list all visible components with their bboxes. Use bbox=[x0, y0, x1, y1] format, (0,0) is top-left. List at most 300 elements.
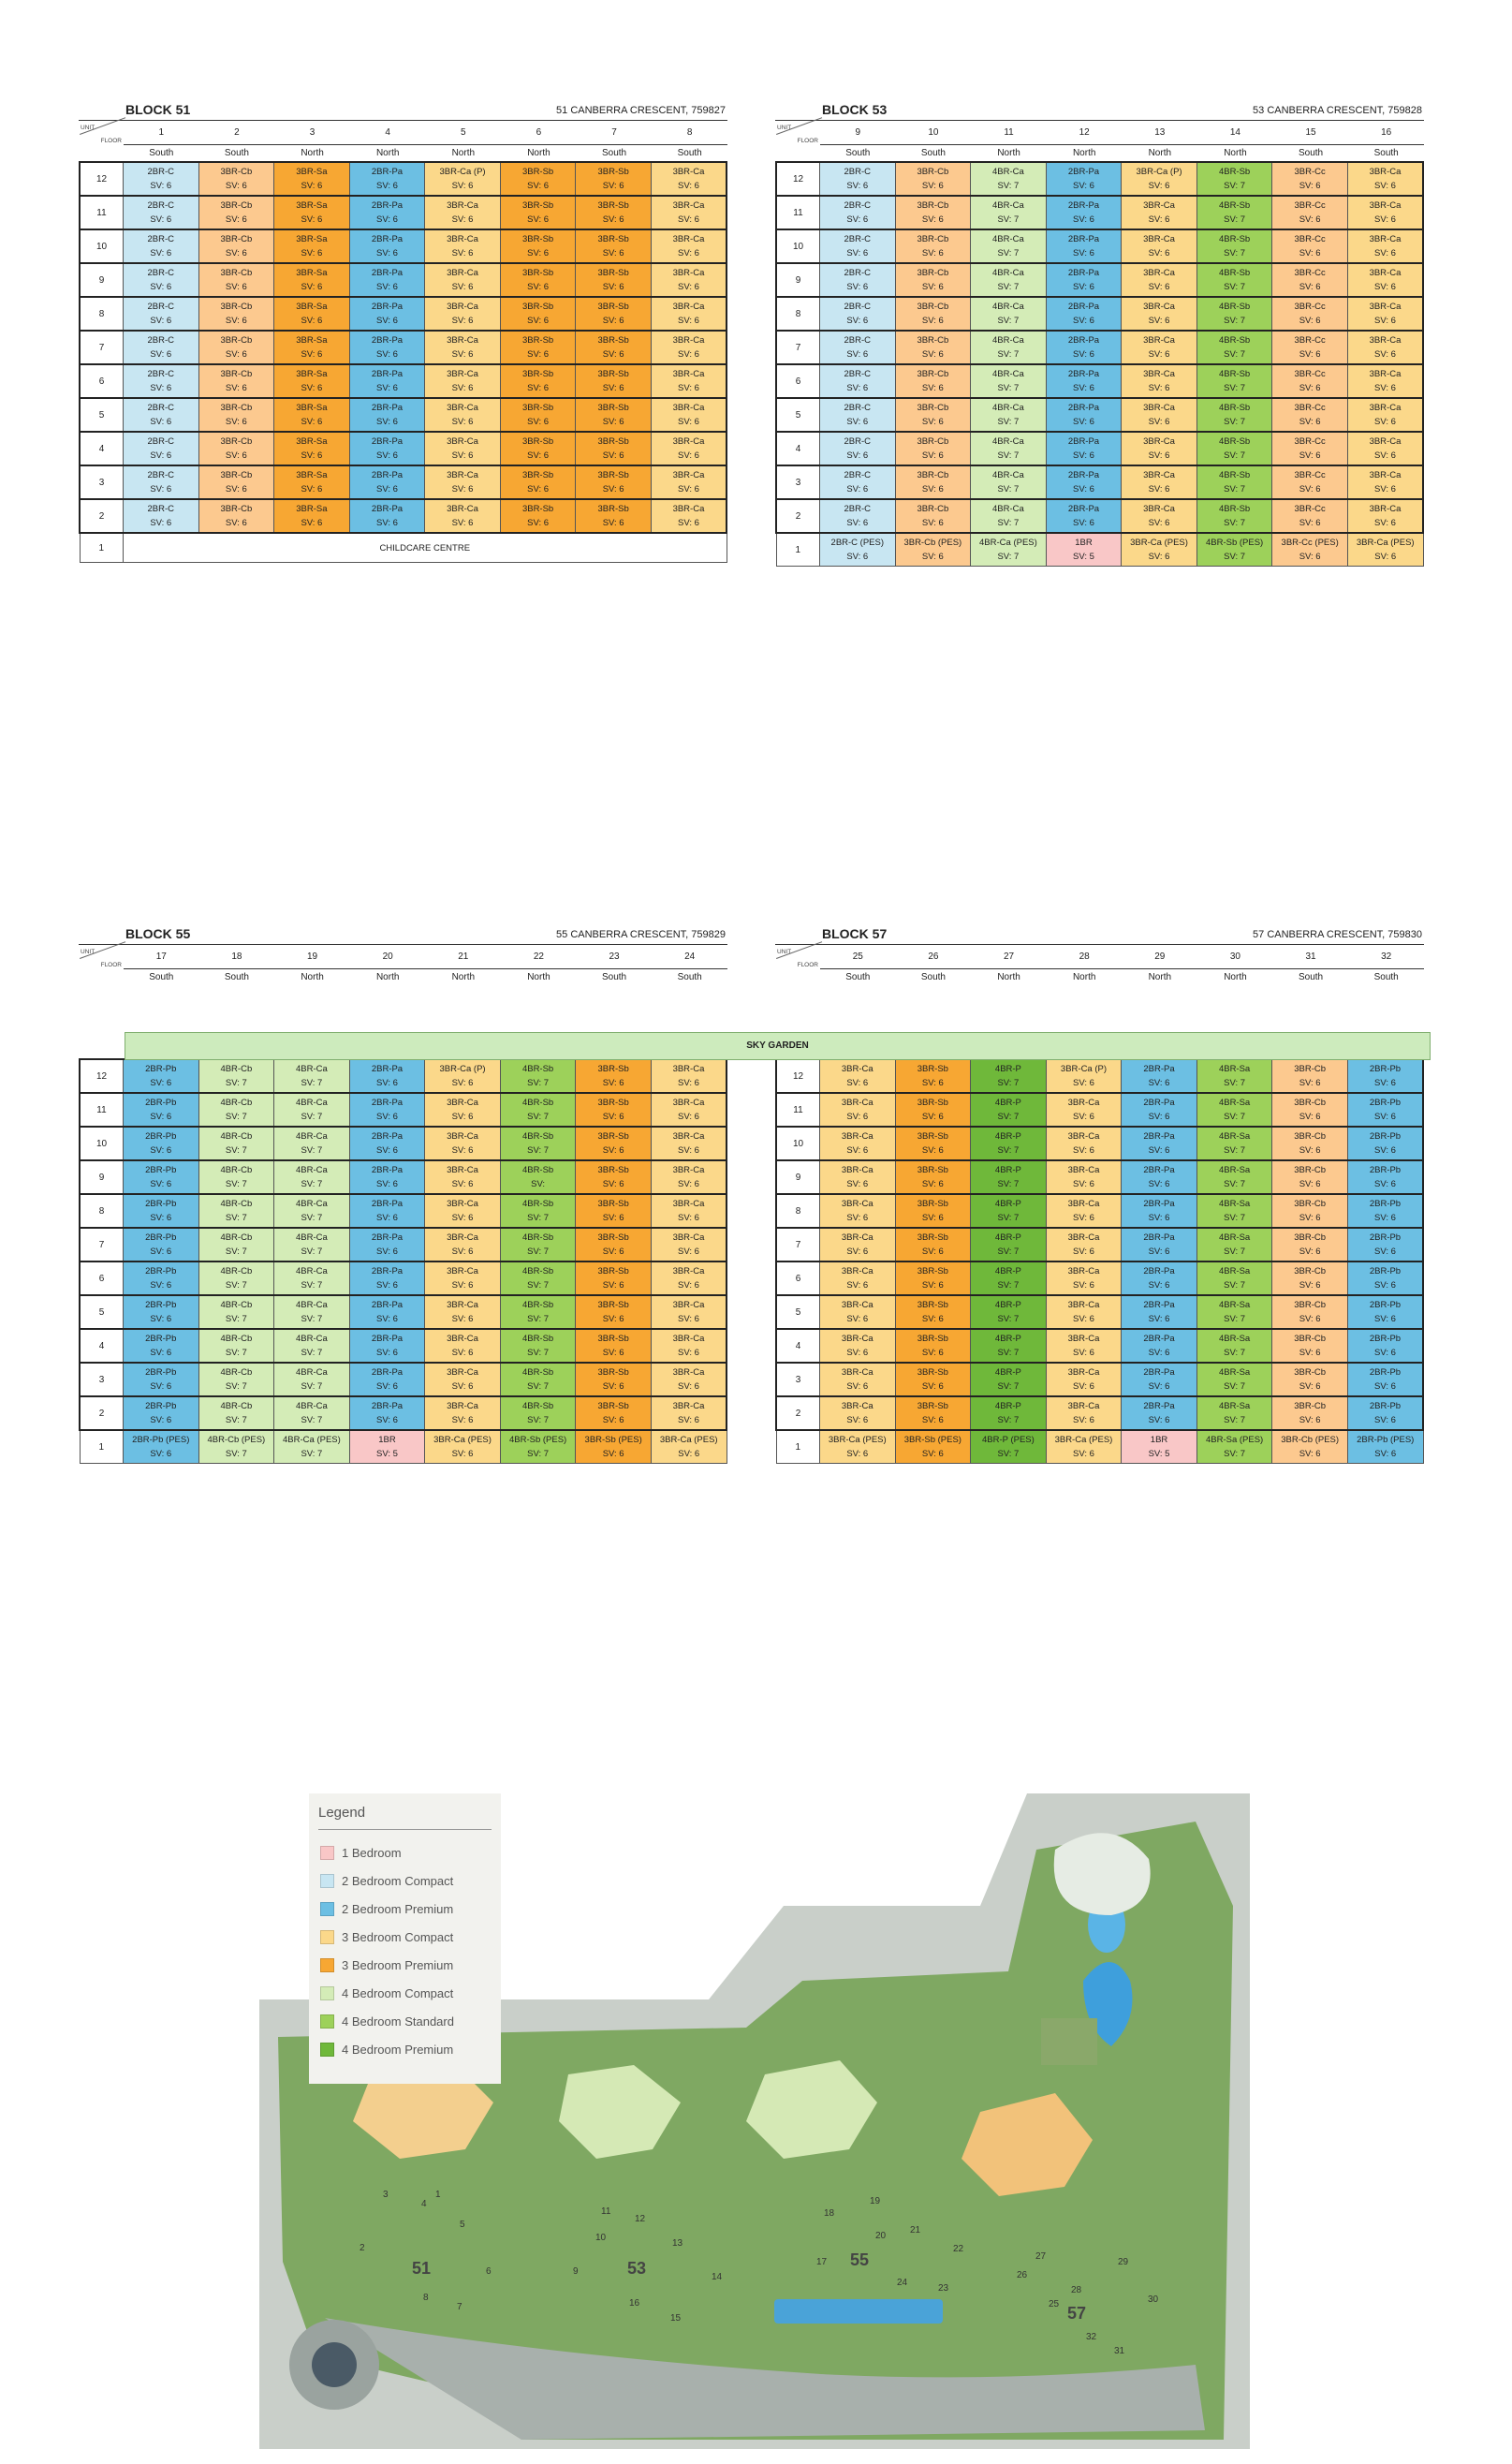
unit-sv: SV: 6 bbox=[921, 1449, 944, 1459]
unit-cell bbox=[274, 1160, 350, 1194]
unit-number: 4 bbox=[385, 127, 390, 138]
floor-row bbox=[80, 229, 727, 263]
unit-sv: SV: 6 bbox=[150, 1078, 172, 1088]
unit-type: 2BR-Pb bbox=[1369, 1064, 1402, 1074]
unit-sv: SV: 7 bbox=[997, 1381, 1020, 1392]
unit-cell bbox=[576, 162, 652, 196]
unit-sv: SV: 6 bbox=[1374, 1247, 1396, 1257]
unit-sv: SV: 5 bbox=[1148, 1449, 1170, 1459]
unit-cell bbox=[500, 1228, 576, 1262]
unit-cell bbox=[1272, 1396, 1348, 1430]
unit-cell bbox=[1196, 1194, 1272, 1228]
unit-type: 2BR-Pb bbox=[1369, 1401, 1402, 1411]
block-55-table bbox=[79, 922, 727, 1459]
unit-type: 2BR-Pa bbox=[371, 1232, 404, 1243]
unit-type: 4BR-Cb (PES) bbox=[207, 1435, 266, 1445]
unit-cell bbox=[971, 297, 1047, 331]
unit-type: 3BR-Sb bbox=[597, 1401, 629, 1411]
unit-type: 3BR-Ca bbox=[841, 1266, 873, 1276]
unit-type: 2BR-C bbox=[147, 470, 175, 480]
unit-cell bbox=[1347, 1093, 1423, 1127]
unit-sv: SV: 7 bbox=[225, 1213, 247, 1223]
unit-cell bbox=[124, 331, 199, 364]
unit-type: 3BR-Cc bbox=[1294, 403, 1326, 413]
unit-sv: SV: 6 bbox=[1299, 248, 1321, 258]
unit-type: 3BR-Sb bbox=[597, 1266, 629, 1276]
unit-sv: SV: 6 bbox=[376, 349, 398, 360]
unit-type: 4BR-Sa bbox=[1218, 1098, 1251, 1108]
unit-type: 1BR bbox=[1150, 1435, 1168, 1445]
unit-type: 3BR-Ca bbox=[1143, 470, 1175, 480]
unit-sv: SV: 7 bbox=[301, 1449, 323, 1459]
unit-sv: SV: 7 bbox=[997, 1247, 1020, 1257]
floor-number: 3 bbox=[776, 465, 820, 499]
direction-label: North bbox=[375, 148, 400, 158]
legend-item bbox=[320, 1955, 453, 1975]
unit-sv: SV: 6 bbox=[602, 181, 624, 191]
unit-type: 4BR-P bbox=[994, 1131, 1021, 1142]
unit-sv: SV: 7 bbox=[1224, 1112, 1246, 1122]
unit-type: 3BR-Cb (PES) bbox=[903, 538, 962, 548]
unit-cell bbox=[820, 1262, 896, 1295]
floor-row bbox=[776, 465, 1423, 499]
unit-cell bbox=[124, 1059, 199, 1093]
unit-sv: SV: 6 bbox=[602, 484, 624, 494]
unit-type: 2BR-C bbox=[147, 167, 175, 177]
unit-sv: SV: 6 bbox=[921, 214, 944, 225]
unit-cell bbox=[1046, 1127, 1122, 1160]
unit-cell bbox=[651, 1295, 727, 1329]
legend-label: 3 Bedroom Compact bbox=[342, 1929, 454, 1944]
unit-cell bbox=[895, 196, 971, 229]
unit-sv: SV: 6 bbox=[678, 1280, 699, 1291]
unit-sv: SV: 6 bbox=[921, 1280, 944, 1291]
unit-type: 2BR-Pb bbox=[1369, 1165, 1402, 1175]
unit-sv: SV: 7 bbox=[225, 1381, 247, 1392]
unit-sv: SV: 6 bbox=[1148, 1348, 1170, 1358]
unit-cell bbox=[651, 1363, 727, 1396]
unit-type: 2BR-Pa bbox=[1067, 167, 1100, 177]
unit-type: 3BR-Ca bbox=[672, 1131, 705, 1142]
unit-cell bbox=[895, 465, 971, 499]
unit-sv: SV: 7 bbox=[301, 1145, 323, 1156]
unit-type: 2BR-Pa bbox=[1143, 1367, 1175, 1378]
floor-row bbox=[776, 1059, 1423, 1093]
unit-cell bbox=[1272, 1194, 1348, 1228]
site-unit-tag: 19 bbox=[870, 2196, 881, 2206]
unit-cell bbox=[576, 196, 652, 229]
unit-sv: SV: 7 bbox=[225, 1145, 247, 1156]
unit-sv: SV: 7 bbox=[997, 316, 1020, 326]
unit-sv: SV: 6 bbox=[1148, 1280, 1170, 1291]
unit-cell bbox=[651, 1430, 727, 1464]
unit-cell bbox=[895, 533, 971, 567]
direction-label: North bbox=[451, 148, 476, 158]
unit-type: 4BR-Cb bbox=[220, 1300, 253, 1310]
unit-cell bbox=[1122, 1228, 1197, 1262]
unit-cell bbox=[1196, 297, 1272, 331]
unit-cell bbox=[500, 229, 576, 263]
direction-label: North bbox=[1148, 972, 1172, 982]
unit-type: 2BR-Pa bbox=[371, 1266, 404, 1276]
unit-cell bbox=[1046, 1160, 1122, 1194]
floor-row bbox=[776, 1262, 1423, 1295]
unit-type: 2BR-C bbox=[147, 268, 175, 278]
unit-cell bbox=[274, 196, 350, 229]
unit-type: 3BR-Ca bbox=[1067, 1334, 1100, 1344]
direction-label: North bbox=[1224, 148, 1247, 158]
unit-sv: SV: 6 bbox=[527, 248, 550, 258]
unit-sv: SV: 6 bbox=[846, 1314, 869, 1324]
floor-row bbox=[776, 1194, 1423, 1228]
direction-row bbox=[124, 145, 727, 161]
unit-sv: SV: 6 bbox=[150, 484, 172, 494]
unit-grid bbox=[79, 1058, 727, 1464]
unit-sv: SV: 6 bbox=[921, 417, 944, 427]
unit-type: 4BR-Ca (PES) bbox=[979, 538, 1037, 548]
unit-type: 4BR-Ca bbox=[296, 1199, 328, 1209]
unit-sv: SV: 7 bbox=[225, 1348, 247, 1358]
unit-type: 3BR-Sb bbox=[597, 470, 629, 480]
unit-sv: SV: 7 bbox=[301, 1381, 323, 1392]
unit-type: 2BR-Pa bbox=[371, 1098, 404, 1108]
unit-cell bbox=[1272, 1363, 1348, 1396]
unit-type: 3BR-Ca bbox=[1143, 302, 1175, 312]
floor-number: 4 bbox=[776, 432, 820, 465]
unit-type: 3BR-Sb bbox=[521, 335, 554, 346]
unit-cell bbox=[1196, 1363, 1272, 1396]
floor-number: 6 bbox=[776, 1262, 820, 1295]
site-unit-tag: 15 bbox=[670, 2313, 682, 2324]
unit-number: 6 bbox=[536, 127, 542, 138]
unit-cell bbox=[1046, 331, 1122, 364]
unit-type: 4BR-Ca bbox=[992, 335, 1024, 346]
unit-sv: SV: 7 bbox=[1224, 1078, 1246, 1088]
unit-type: 3BR-Ca bbox=[1369, 268, 1402, 278]
unit-cell bbox=[425, 1295, 501, 1329]
unit-sv: SV: 6 bbox=[150, 248, 172, 258]
unit-cell bbox=[895, 1194, 971, 1228]
unit-cell bbox=[1347, 1430, 1423, 1464]
direction-label: South bbox=[920, 148, 946, 158]
unit-cell bbox=[124, 196, 199, 229]
unit-sv: SV: 6 bbox=[678, 1348, 699, 1358]
unit-cell bbox=[1196, 1228, 1272, 1262]
unit-cell bbox=[971, 398, 1047, 432]
unit-type: 4BR-Sb bbox=[521, 1199, 554, 1209]
unit-cell bbox=[425, 331, 501, 364]
unit-sv: SV: 6 bbox=[376, 1247, 398, 1257]
unit-type: 2BR-C (PES) bbox=[830, 538, 885, 548]
unit-cell bbox=[1272, 1430, 1348, 1464]
legend-swatch bbox=[320, 2014, 334, 2029]
unit-cell bbox=[1272, 297, 1348, 331]
unit-type: 3BR-Ca bbox=[1067, 1401, 1100, 1411]
unit-cell bbox=[651, 432, 727, 465]
unit-sv: SV: 6 bbox=[846, 1145, 869, 1156]
unit-type: 2BR-Pa bbox=[1143, 1334, 1175, 1344]
unit-cell bbox=[1046, 229, 1122, 263]
unit-sv: SV: 7 bbox=[997, 1449, 1020, 1459]
unit-sv: SV: 6 bbox=[1374, 1381, 1396, 1392]
floor-number: 1 bbox=[80, 1430, 124, 1464]
unit-sv: SV: 6 bbox=[846, 518, 869, 528]
unit-cell bbox=[895, 499, 971, 533]
unit-type: 2BR-Pa bbox=[371, 1131, 404, 1142]
unit-cell bbox=[425, 1430, 501, 1464]
unit-cell bbox=[1196, 1430, 1272, 1464]
unit-type: 4BR-Sb bbox=[521, 1367, 554, 1378]
unit-sv: SV: 6 bbox=[1148, 214, 1170, 225]
unit-type: 2BR-Pb bbox=[145, 1064, 177, 1074]
unit-type: 3BR-Cb bbox=[917, 436, 949, 447]
unit-type: 4BR-P bbox=[994, 1367, 1021, 1378]
unit-cell bbox=[198, 196, 274, 229]
unit-cell bbox=[500, 398, 576, 432]
unit-cell bbox=[124, 1160, 199, 1194]
direction-label: North bbox=[301, 972, 324, 982]
unit-type: 3BR-Cb bbox=[917, 268, 949, 278]
unit-cell bbox=[1122, 1093, 1197, 1127]
unit-cell bbox=[1196, 465, 1272, 499]
unit-cell bbox=[1046, 499, 1122, 533]
unit-number-row bbox=[124, 122, 727, 145]
floor-number: 10 bbox=[80, 229, 124, 263]
unit-type: 3BR-Ca bbox=[447, 504, 478, 514]
unit-type: 4BR-Sb bbox=[1218, 403, 1251, 413]
unit-sv: SV: 6 bbox=[376, 1314, 398, 1324]
unit-cell bbox=[820, 1127, 896, 1160]
site-unit-tag: 25 bbox=[1049, 2299, 1060, 2309]
direction-label: South bbox=[920, 972, 946, 982]
floor-label: FLOOR bbox=[797, 962, 818, 968]
unit-cell bbox=[1046, 263, 1122, 297]
unit-number: 7 bbox=[611, 127, 617, 138]
unit-sv: SV: 6 bbox=[376, 1179, 398, 1189]
unit-cell bbox=[1196, 162, 1272, 196]
unit-cell bbox=[1347, 162, 1423, 196]
unit-type: 3BR-Sb bbox=[597, 268, 629, 278]
floor-number: 3 bbox=[80, 1363, 124, 1396]
unit-number-row bbox=[820, 946, 1424, 969]
unit-cell bbox=[971, 263, 1047, 297]
unit-cell bbox=[198, 1160, 274, 1194]
unit-type: 3BR-Ca bbox=[447, 369, 478, 379]
unit-type: 4BR-Ca (PES) bbox=[283, 1435, 341, 1445]
unit-sv: SV: 6 bbox=[1299, 349, 1321, 360]
unit-type: 3BR-Ca bbox=[1369, 504, 1402, 514]
unit-type: 2BR-Pa bbox=[371, 1367, 404, 1378]
unit-cell bbox=[1347, 533, 1423, 567]
unit-sv: SV: 6 bbox=[921, 248, 944, 258]
unit-cell bbox=[651, 398, 727, 432]
unit-type: 3BR-Ca (P) bbox=[1136, 167, 1182, 177]
site-unit-tag: 17 bbox=[816, 2257, 828, 2267]
unit-type: 2BR-C bbox=[147, 335, 175, 346]
unit-cell bbox=[971, 196, 1047, 229]
unit-sv: SV: 7 bbox=[997, 1348, 1020, 1358]
unit-cell bbox=[500, 331, 576, 364]
unit-sv: SV: 6 bbox=[1299, 552, 1321, 562]
unit-type: 3BR-Cb bbox=[1294, 1165, 1327, 1175]
unit-cell bbox=[971, 364, 1047, 398]
unit-cell bbox=[820, 1430, 896, 1464]
unit-floor-corner bbox=[775, 948, 820, 970]
unit-sv: SV: 7 bbox=[527, 1415, 550, 1425]
unit-cell bbox=[651, 1262, 727, 1295]
unit-sv: SV: 6 bbox=[1148, 282, 1170, 292]
unit-type: 3BR-Sb bbox=[917, 1334, 948, 1344]
unit-type: 3BR-Ca bbox=[672, 200, 705, 211]
unit-sv: SV: 7 bbox=[527, 1381, 550, 1392]
unit-cell bbox=[651, 1093, 727, 1127]
unit-sv: SV: 7 bbox=[301, 1348, 323, 1358]
unit-type: 2BR-Pa bbox=[371, 1300, 404, 1310]
site-unit-tag: 8 bbox=[423, 2293, 429, 2303]
unit-sv: SV: 6 bbox=[150, 1381, 172, 1392]
unit-sv: SV: 6 bbox=[921, 1381, 944, 1392]
unit-type: 2BR-Pb bbox=[1369, 1232, 1402, 1243]
unit-cell bbox=[1347, 1194, 1423, 1228]
unit-cell bbox=[198, 1127, 274, 1160]
unit-cell bbox=[1196, 432, 1272, 465]
unit-cell bbox=[124, 432, 199, 465]
unit-type: 4BR-P bbox=[994, 1401, 1021, 1411]
unit-cell bbox=[1122, 331, 1197, 364]
unit-sv: SV: 6 bbox=[1148, 383, 1170, 393]
unit-cell bbox=[576, 297, 652, 331]
legend-item bbox=[320, 1870, 453, 1891]
unit-type: 3BR-Sb bbox=[917, 1266, 948, 1276]
floor-row bbox=[80, 499, 727, 533]
unit-type: 3BR-Cb bbox=[220, 436, 253, 447]
unit-cell bbox=[274, 1093, 350, 1127]
unit-type: 3BR-Ca (P) bbox=[439, 1064, 486, 1074]
unit-number-row bbox=[124, 946, 727, 969]
unit-type: 3BR-Ca bbox=[672, 1064, 705, 1074]
direction-label: North bbox=[527, 972, 550, 982]
unit-cell bbox=[1046, 1093, 1122, 1127]
unit-type: 2BR-Pa bbox=[1143, 1165, 1175, 1175]
unit-cell bbox=[651, 499, 727, 533]
unit-cell bbox=[820, 297, 896, 331]
unit-cell bbox=[971, 1127, 1047, 1160]
unit-sv: SV: 6 bbox=[602, 1415, 624, 1425]
unit-sv: SV: 6 bbox=[1073, 349, 1094, 360]
unit-type: 2BR-Pa bbox=[1067, 436, 1100, 447]
unit-type: 4BR-Sa bbox=[1218, 1367, 1251, 1378]
unit-sv: SV: 6 bbox=[1299, 484, 1321, 494]
unit-type: 3BR-Sb bbox=[521, 369, 554, 379]
unit-cell bbox=[820, 196, 896, 229]
unit-sv: SV: 6 bbox=[921, 1415, 944, 1425]
floor-row bbox=[776, 1329, 1423, 1363]
floor-number: 11 bbox=[80, 196, 124, 229]
unit-cell bbox=[651, 1396, 727, 1430]
unit-type: 3BR-Cc bbox=[1294, 268, 1326, 278]
unit-cell bbox=[274, 1363, 350, 1396]
unit-cell bbox=[971, 1363, 1047, 1396]
unit-cell bbox=[820, 1329, 896, 1363]
unit-sv: SV: 6 bbox=[1299, 518, 1321, 528]
unit-sv: SV: 6 bbox=[1374, 417, 1396, 427]
unit-type: 3BR-Sb bbox=[597, 200, 629, 211]
unit-type: 4BR-Sb bbox=[1218, 200, 1251, 211]
unit-sv: SV: 6 bbox=[225, 417, 247, 427]
unit-sv: SV: 6 bbox=[846, 214, 869, 225]
floor-row bbox=[776, 1160, 1423, 1194]
unit-type: 2BR-Pa bbox=[371, 369, 404, 379]
unit-type: 3BR-Ca bbox=[1067, 1098, 1100, 1108]
unit-type: 2BR-Pa bbox=[1143, 1232, 1175, 1243]
unit-cell bbox=[425, 398, 501, 432]
unit-cell bbox=[1347, 229, 1423, 263]
unit-sv: SV: 6 bbox=[150, 1280, 172, 1291]
unit-sv: SV: 6 bbox=[376, 383, 398, 393]
ground-floor-row bbox=[80, 1430, 727, 1464]
unit-cell bbox=[500, 1295, 576, 1329]
unit-cell bbox=[1347, 1396, 1423, 1430]
unit-sv: SV: 6 bbox=[846, 316, 869, 326]
unit-sv: SV: 6 bbox=[602, 1314, 624, 1324]
unit-type: 3BR-Cc bbox=[1294, 470, 1326, 480]
site-block-57-label: 57 bbox=[1067, 2304, 1087, 2323]
unit-cell bbox=[895, 297, 971, 331]
unit-cell bbox=[1347, 297, 1423, 331]
unit-cell bbox=[1122, 1295, 1197, 1329]
floor-number: 4 bbox=[80, 1329, 124, 1363]
unit-sv: SV: 6 bbox=[225, 484, 247, 494]
unit-type: 4BR-Ca bbox=[296, 1165, 328, 1175]
unit-sv: SV: 6 bbox=[1374, 383, 1396, 393]
unit-cell bbox=[576, 1059, 652, 1093]
unit-sv: SV: 6 bbox=[451, 1247, 474, 1257]
unit-sv: SV: 7 bbox=[1224, 1348, 1246, 1358]
unit-type: 3BR-Ca bbox=[672, 1232, 705, 1243]
unit-type: 2BR-C bbox=[844, 369, 872, 379]
unit-floor-corner bbox=[79, 948, 124, 970]
unit-type: 2BR-C bbox=[844, 234, 872, 244]
unit-cell bbox=[576, 364, 652, 398]
floor-number: 6 bbox=[80, 1262, 124, 1295]
floor-number: 5 bbox=[776, 1295, 820, 1329]
unit-cell bbox=[274, 398, 350, 432]
direction-label: South bbox=[845, 148, 871, 158]
unit-sv: SV: 7 bbox=[527, 1213, 550, 1223]
floor-row bbox=[80, 196, 727, 229]
unit-type: 4BR-Ca bbox=[296, 1300, 328, 1310]
unit-type: 3BR-Ca bbox=[1369, 167, 1402, 177]
unit-cell bbox=[820, 1059, 896, 1093]
unit-type: 3BR-Ca bbox=[841, 1300, 873, 1310]
unit-cell bbox=[971, 499, 1047, 533]
unit-type: 3BR-Ca bbox=[447, 268, 478, 278]
unit-type: 3BR-Cb bbox=[220, 268, 253, 278]
unit-type: 4BR-Ca bbox=[992, 234, 1024, 244]
site-unit-tag: 6 bbox=[486, 2266, 492, 2277]
floor-number: 6 bbox=[80, 364, 124, 398]
site-unit-tag: 18 bbox=[824, 2208, 835, 2219]
unit-type: 2BR-Pa bbox=[371, 1401, 404, 1411]
unit-type: 3BR-Ca bbox=[841, 1401, 873, 1411]
unit-cell bbox=[274, 1059, 350, 1093]
unit-type: 3BR-Ca bbox=[447, 1401, 478, 1411]
unit-cell bbox=[1122, 229, 1197, 263]
unit-cell bbox=[1272, 533, 1348, 567]
direction-label: South bbox=[1373, 148, 1399, 158]
unit-cell bbox=[1046, 162, 1122, 196]
unit-sv: SV: 6 bbox=[846, 349, 869, 360]
